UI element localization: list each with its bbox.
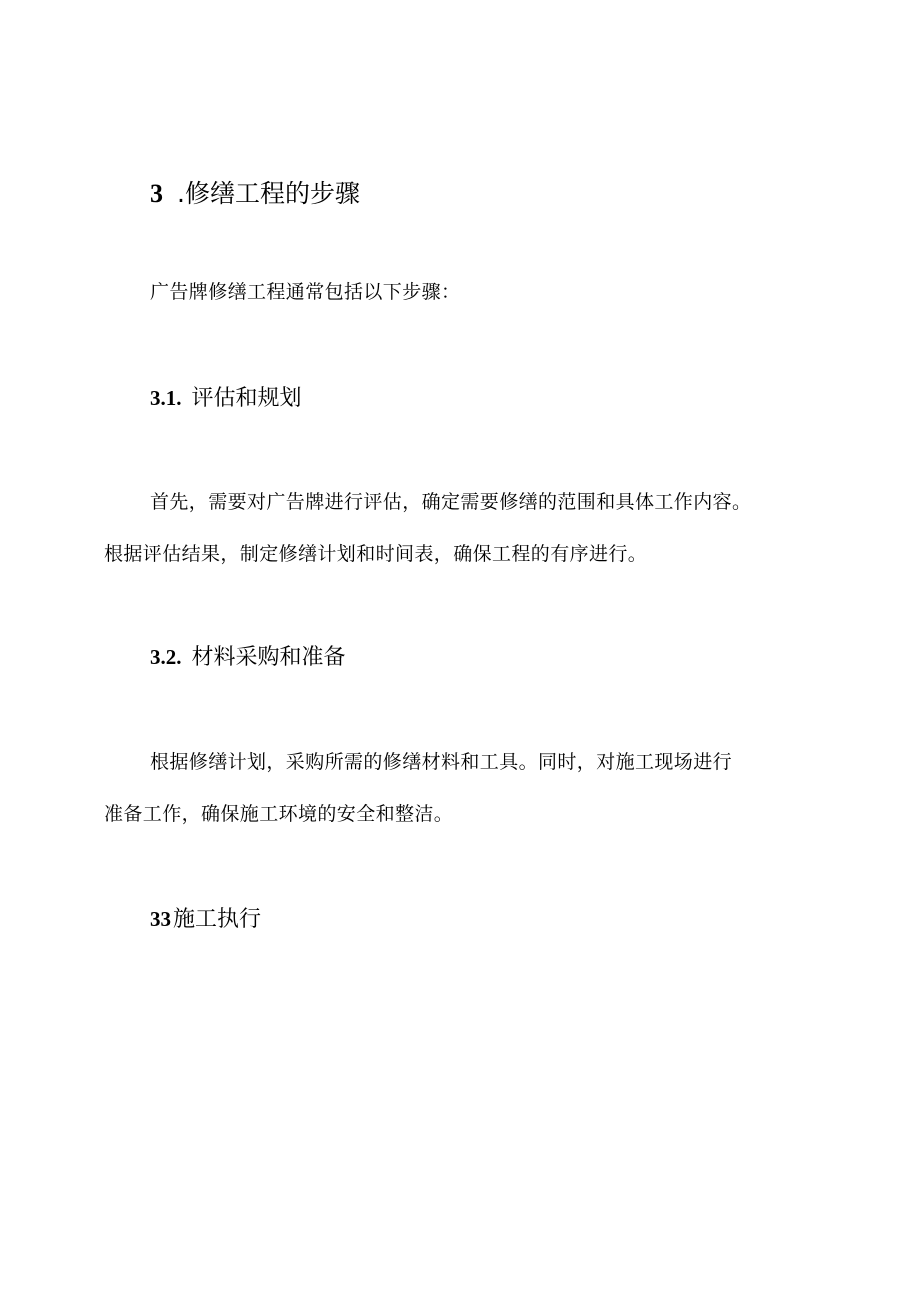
subsection-number-1: 3.1. — [150, 386, 182, 410]
subsection-heading-3 — [150, 903, 261, 936]
paragraph-line: 根据评估结果，制定修缮计划和时间表，确保工程的有序进行。 — [104, 543, 648, 565]
subsection-heading-2 — [150, 641, 346, 674]
section-heading — [150, 176, 360, 212]
subsection-heading-1 — [150, 382, 302, 415]
subsection-paragraph-2 — [104, 736, 844, 840]
section-number: 3 — [150, 179, 163, 208]
intro-text: 广告牌修缮工程通常包括以下步骤： — [150, 281, 461, 303]
paragraph-line: 准备工作，确保施工环境的安全和整洁。 — [104, 803, 454, 825]
subsection-title-2: 材料采购和准备 — [191, 645, 346, 670]
section-title: .修缮工程的步骤 — [177, 179, 360, 208]
paragraph-line: 首先，需要对广告牌进行评估，确定需要修缮的范围和具体工作内容。 — [150, 491, 752, 513]
subsection-paragraph-1 — [104, 476, 844, 580]
subsection-number-3: 33 — [150, 907, 171, 931]
subsection-title-3: 施工执行 — [173, 907, 262, 932]
subsection-number-2: 3.2. — [150, 645, 182, 669]
subsection-title-1: 评估和规划 — [191, 386, 302, 411]
paragraph-line: 根据修缮计划，采购所需的修缮材料和工具。同时，对施工现场进行 — [150, 751, 733, 773]
intro-paragraph — [104, 266, 844, 318]
